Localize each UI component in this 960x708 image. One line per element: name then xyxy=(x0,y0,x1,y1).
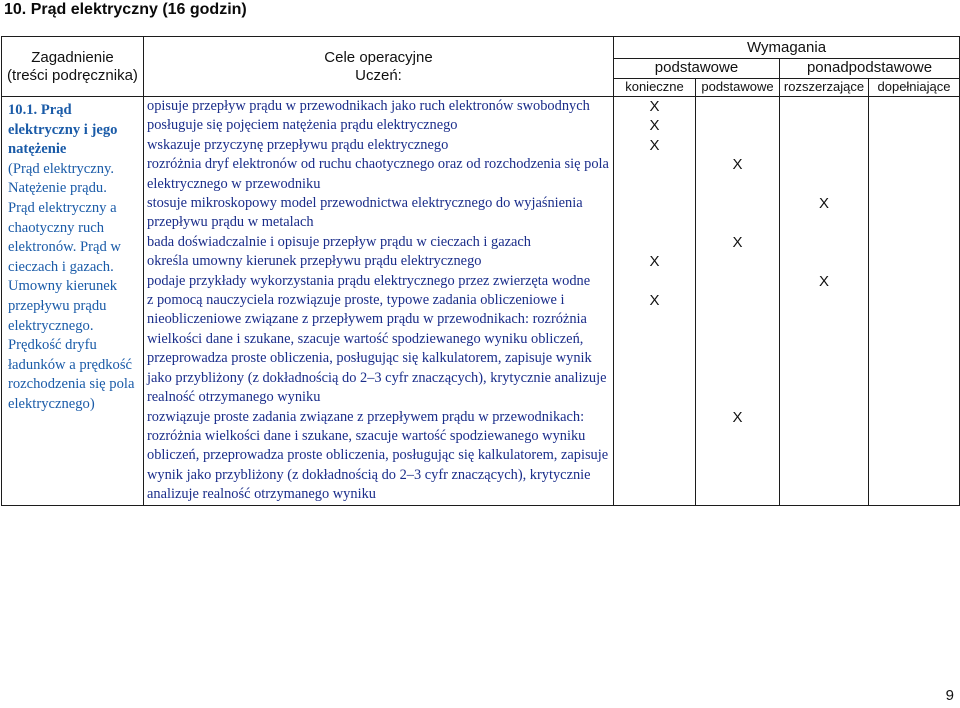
necessary-mark: X xyxy=(649,292,660,310)
objective-item: określa umowny kierunek przepływu prądu elektrycznego xyxy=(147,253,482,270)
necessary-mark xyxy=(614,194,695,233)
basic-mark xyxy=(696,136,779,155)
necessary-mark: X xyxy=(649,117,660,135)
basic-column xyxy=(696,97,780,506)
topic-header xyxy=(2,37,144,97)
basic-mark: X xyxy=(732,233,743,251)
supplementary-mark xyxy=(869,408,959,505)
extended-mark xyxy=(780,116,868,135)
extended-mark: X xyxy=(818,195,829,213)
supplementary-mark xyxy=(869,136,959,155)
objective-item: posługuje się pojęciem natężenia prądu elektrycznego xyxy=(147,117,458,134)
extended-mark xyxy=(780,408,868,505)
extended-mark xyxy=(780,291,868,407)
section-title: 10. Prąd elektryczny (16 godzin) xyxy=(4,1,247,18)
objectives-header-line1: Cele operacyjne xyxy=(324,49,433,66)
necessary-column xyxy=(614,97,696,506)
necessary-mark: X xyxy=(649,98,660,115)
extended-column xyxy=(780,97,869,506)
objectives-header-line2: Uczeń: xyxy=(355,67,402,84)
necessary-mark: X xyxy=(649,253,660,271)
supplementary-mark xyxy=(869,233,959,252)
objectives-header xyxy=(144,37,614,97)
necessary-mark: X xyxy=(649,136,660,154)
extended-mark: X xyxy=(818,272,829,290)
extended-header: rozszerzające xyxy=(780,79,869,97)
topic-header-line1: Zagadnienie xyxy=(31,49,114,66)
objective-item: stosuje mikroskopowy model przewodnictwa elektrycznego do wyjaśnienia przepływu prądu w metalach xyxy=(147,195,583,231)
page-number: 9 xyxy=(945,687,954,704)
topic-cell xyxy=(2,97,144,506)
objective-item: podaje przykłady wykorzystania prądu elektrycznego przez zwierzęta wodne xyxy=(147,272,591,289)
objective-item: opisuje przepływ prądu w przewodnikach jako ruch elektronów swobodnych xyxy=(147,98,590,114)
requirements-header: Wymagania xyxy=(614,37,960,59)
basic-mark xyxy=(696,272,779,291)
necessary-mark xyxy=(614,272,695,291)
extended-mark xyxy=(780,233,868,252)
extended-mark xyxy=(780,136,868,155)
objective-item: rozróżnia dryf elektronów od ruchu chaotycznego oraz od rozchodzenia się pola elektrycznego w przewodniku xyxy=(147,156,609,192)
supplementary-mark xyxy=(869,194,959,233)
basic-mark xyxy=(696,194,779,233)
basic-mark xyxy=(696,252,779,271)
extended-mark xyxy=(780,155,868,194)
objectives-cell xyxy=(144,97,614,506)
necessary-mark xyxy=(614,408,695,505)
objective-item: rozwiązuje proste zadania związane z przepływem prądu w przewodnikach: rozróżnia wielkości dane i szukane, szacuje wartość spodziewanego wyniku obliczeń, przeprowadza proste obliczenia, posługując się kalkulatorem, zapisuje wynik jako przybliżony (z dokładnością do 2–3 cyfr znaczących), krytycznie analizuje realność otrzymanego wyniku xyxy=(147,408,609,503)
advanced-header: ponadpodstawowe xyxy=(780,59,960,79)
basic-sub-header: podstawowe xyxy=(696,79,780,97)
basic-mark xyxy=(696,291,779,407)
extended-mark xyxy=(780,252,868,271)
topic-description: (Prąd elektryczny. Natężenie prądu. Prąd elektryczny a chaotyczny ruch elektronów. Prąd w cieczach i gazach. Umowny kierunek przepływu prądu elektrycznego. Prędkość dryfu ładunków a prędkość rozchodzenia się pola elektrycznego) xyxy=(8,160,135,412)
supplementary-mark xyxy=(869,116,959,135)
supplementary-column xyxy=(869,97,960,506)
topic-title: 10.1. Prąd elektryczny i jego natężenie xyxy=(8,102,118,158)
objective-item: bada doświadczalnie i opisuje przepływ prądu w cieczach i gazach xyxy=(147,233,531,250)
necessary-mark xyxy=(614,233,695,252)
objective-item: wskazuje przyczynę przepływu prądu elektrycznego xyxy=(147,136,449,153)
basic-mark xyxy=(696,116,779,135)
supplementary-mark xyxy=(869,252,959,271)
basic-mark: X xyxy=(732,408,743,426)
necessary-header: konieczne xyxy=(614,79,696,97)
requirements-table xyxy=(1,36,960,506)
objective-item: z pomocą nauczyciela rozwiązuje proste, typowe zadania obliczeniowe i nieobliczeniowe związane z przepływem prądu w przewodnikach: rozróżnia wielkości dane i szukane, szacuje wartość spodziewanego wyniku obliczeń, przeprowadza proste obliczenia, posługując się kalkulatorem, zapisuje wynik jako przybliżony (z dokładnością do 2–3 cyfr znaczących), krytycznie analizuje realność otrzymanego wyniku xyxy=(147,292,607,406)
basic-mark xyxy=(696,97,779,116)
supplementary-header: dopełniające xyxy=(869,79,960,97)
basic-header: podstawowe xyxy=(614,59,780,79)
supplementary-mark xyxy=(869,272,959,291)
necessary-mark xyxy=(614,155,695,194)
supplementary-mark xyxy=(869,97,959,116)
topic-header-line2: (treści podręcznika) xyxy=(7,67,138,84)
basic-mark: X xyxy=(732,156,743,174)
supplementary-mark xyxy=(869,155,959,194)
supplementary-mark xyxy=(869,291,959,407)
extended-mark xyxy=(780,97,868,116)
